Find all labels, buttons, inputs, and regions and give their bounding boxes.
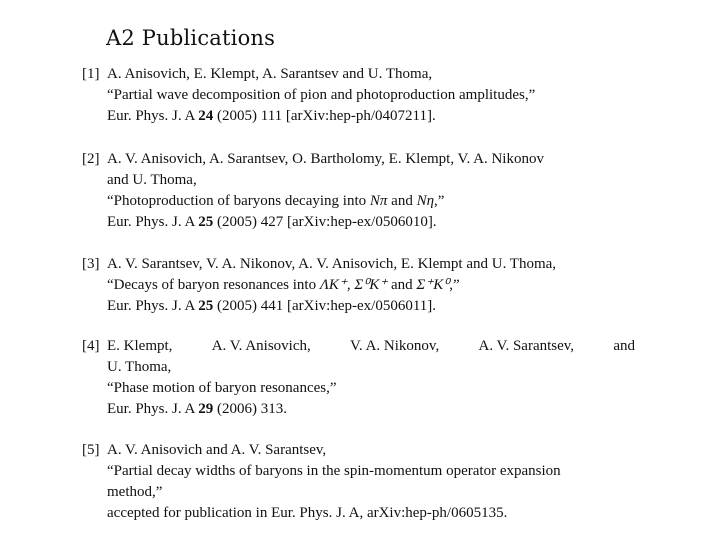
- reference-title: “Partial decay widths of baryons in the spin-momentum operator expansion: [107, 463, 561, 479]
- reference-item: [82, 440, 642, 524]
- reference-authors: A. Anisovich, E. Klempt, A. Sarantsev and U. Thoma,: [107, 66, 433, 82]
- reference-number: [4]: [82, 338, 100, 354]
- reference-journal: Eur. Phys. J. A 25 (2005) 427 [arXiv:hep-ex/0506010].: [107, 214, 437, 230]
- reference-journal: Eur. Phys. J. A 25 (2005) 441 [arXiv:hep-ex/0506011].: [107, 298, 437, 314]
- reference-number: [2]: [82, 151, 100, 167]
- reference-item: [82, 64, 642, 127]
- reference-number: [3]: [82, 256, 100, 272]
- reference-title: “Photoproduction of baryons decaying into Nπ and Nη,”: [107, 193, 445, 209]
- reference-volume: 29: [198, 401, 214, 417]
- reference-number: [5]: [82, 442, 100, 458]
- reference-volume: 24: [198, 108, 214, 124]
- reference-authors: E. Klempt, A. V. Anisovich, V. A. Nikonov, A. V. Sarantsev, and: [107, 338, 635, 354]
- reference-title: “Decays of baryon resonances into ΛK⁺, Σ⁰K⁺ and Σ⁺K⁰,”: [107, 277, 460, 293]
- reference-authors: A. V. Anisovich and A. V. Sarantsev,: [107, 442, 327, 458]
- reference-number: [1]: [82, 66, 100, 82]
- page-title: A2 Publications: [106, 26, 276, 50]
- reference-item: [82, 254, 642, 317]
- reference-volume: 25: [198, 214, 214, 230]
- reference-volume: 25: [198, 298, 214, 314]
- reference-title: method,”: [107, 484, 163, 500]
- reference-item: [82, 149, 642, 233]
- reference-authors: U. Thoma,: [107, 359, 172, 375]
- reference-journal: Eur. Phys. J. A 29 (2006) 313.: [107, 401, 288, 417]
- reference-title: “Partial wave decomposition of pion and photoproduction amplitudes,”: [107, 87, 536, 103]
- reference-item: [82, 336, 642, 420]
- reference-authors: and U. Thoma,: [107, 172, 197, 188]
- reference-journal: accepted for publication in Eur. Phys. J. A, arXiv:hep-ph/0605135.: [107, 505, 508, 521]
- reference-title: “Phase motion of baryon resonances,”: [107, 380, 337, 396]
- reference-journal: Eur. Phys. J. A 24 (2005) 111 [arXiv:hep-ph/0407211].: [107, 108, 436, 124]
- reference-authors: A. V. Anisovich, A. Sarantsev, O. Bartholomy, E. Klempt, V. A. Nikonov: [107, 151, 544, 167]
- reference-authors: A. V. Sarantsev, V. A. Nikonov, A. V. Anisovich, E. Klempt and U. Thoma,: [107, 256, 557, 272]
